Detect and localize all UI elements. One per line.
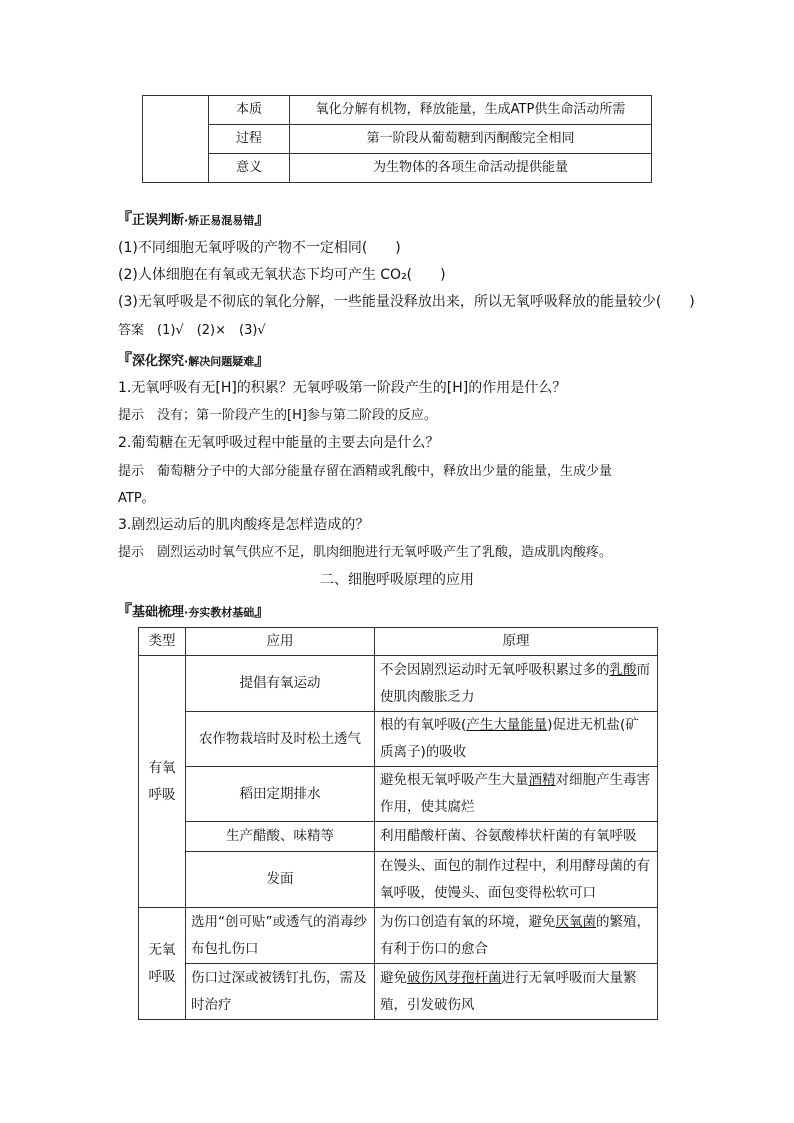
- section-title: 二、细胞呼吸原理的应用: [320, 572, 474, 588]
- type-aerobic: 有氧 呼吸: [139, 656, 186, 908]
- summary-table: [142, 95, 652, 183]
- type-anaerobic: 无氧 呼吸: [139, 908, 186, 1020]
- row-text: 第一阶段从葡萄糖到丙酮酸完全相同: [290, 125, 652, 154]
- row-label: 意义: [209, 154, 290, 183]
- row-label: 过程: [209, 125, 290, 154]
- row-label: 本质: [209, 96, 290, 125]
- principle-cell: 避免根无氧呼吸产生大量酒精对细胞产生毒害作用，使其腐烂: [375, 767, 658, 822]
- principle-cell: 避免破伤风芽孢杆菌进行无氧呼吸而大量繁殖，引发破伤风: [375, 964, 658, 1020]
- blank-cell: [143, 96, 209, 183]
- app-cell: 提倡有氧运动: [186, 656, 375, 712]
- question-1: 1.无氧呼吸有无[H]的积累？无氧呼吸第一阶段产生的[H]的作用是什么？: [118, 380, 567, 396]
- app-cell: 农作物栽培时及时松土透气: [186, 712, 375, 767]
- question-2: 2.葡萄糖在无氧呼吸过程中能量的主要去向是什么？: [118, 435, 440, 451]
- judge-item-3: (3)无氧呼吸是不彻底的氧化分解，一些能量没释放出来，所以无氧呼吸释放的能量较少( ): [118, 294, 695, 310]
- judge-item-2: (2)人体细胞在有氧或无氧状态下均可产生 CO₂( ): [118, 267, 446, 283]
- principle-cell: 在馒头、面包的制作过程中，利用酵母菌的有氧呼吸，使馒头、面包变得松软可口: [375, 852, 658, 908]
- principle-cell: 根的有氧呼吸(产生大量能量)促进无机盐(矿质离子)的吸收: [375, 712, 658, 767]
- app-cell: 生产醋酸、味精等: [186, 822, 375, 852]
- principle-cell: 利用醋酸杆菌、谷氨酸棒状杆菌的有氧呼吸: [375, 822, 658, 852]
- header-principle: 原理: [375, 628, 658, 656]
- row-text: 为生物体的各项生命活动提供能量: [290, 154, 652, 183]
- hint-1: 提示 没有；第一阶段产生的[H]参与第二阶段的反应。: [118, 408, 437, 423]
- explore-heading: 『深化探究·解决问题疑难』: [116, 350, 271, 369]
- judge-item-1: (1)不同细胞无氧呼吸的产物不一定相同( ): [118, 240, 401, 256]
- application-table: [138, 627, 658, 1020]
- row-text: 氧化分解有机物，释放能量，生成ATP供生命活动所需: [290, 96, 652, 125]
- basics-heading: 『基础梳理·夯实教材基础』: [116, 601, 271, 620]
- header-type: 类型: [139, 628, 186, 656]
- hint-2-cont: ATP。: [118, 491, 155, 506]
- hint-2: 提示 葡萄糖分子中的大部分能量存留在酒精或乳酸中，释放出少量的能量，生成少量: [118, 464, 613, 479]
- app-cell: 稻田定期排水: [186, 767, 375, 822]
- judge-answer: 答案 (1)√ (2)× (3)√: [118, 323, 266, 338]
- hint-3: 提示 剧烈运动时氧气供应不足，肌肉细胞进行无氧呼吸产生了乳酸，造成肌肉酸疼。: [118, 545, 613, 560]
- principle-cell: 为伤口创造有氧的环境，避免厌氧菌的繁殖，有利于伤口的愈合: [375, 908, 658, 964]
- question-3: 3.剧烈运动后的肌肉酸疼是怎样造成的？: [118, 517, 370, 533]
- app-cell: 选用“创可贴”或透气的消毒纱布包扎伤口: [186, 908, 375, 964]
- principle-cell: 不会因剧烈运动时无氧呼吸积累过多的乳酸而使肌肉酸胀乏力: [375, 656, 658, 712]
- app-cell: 发面: [186, 852, 375, 908]
- header-application: 应用: [186, 628, 375, 656]
- judge-heading: 『正误判断·矫正易混易错』: [116, 209, 271, 228]
- app-cell: 伤口过深或被锈钉扎伤，需及时治疗: [186, 964, 375, 1020]
